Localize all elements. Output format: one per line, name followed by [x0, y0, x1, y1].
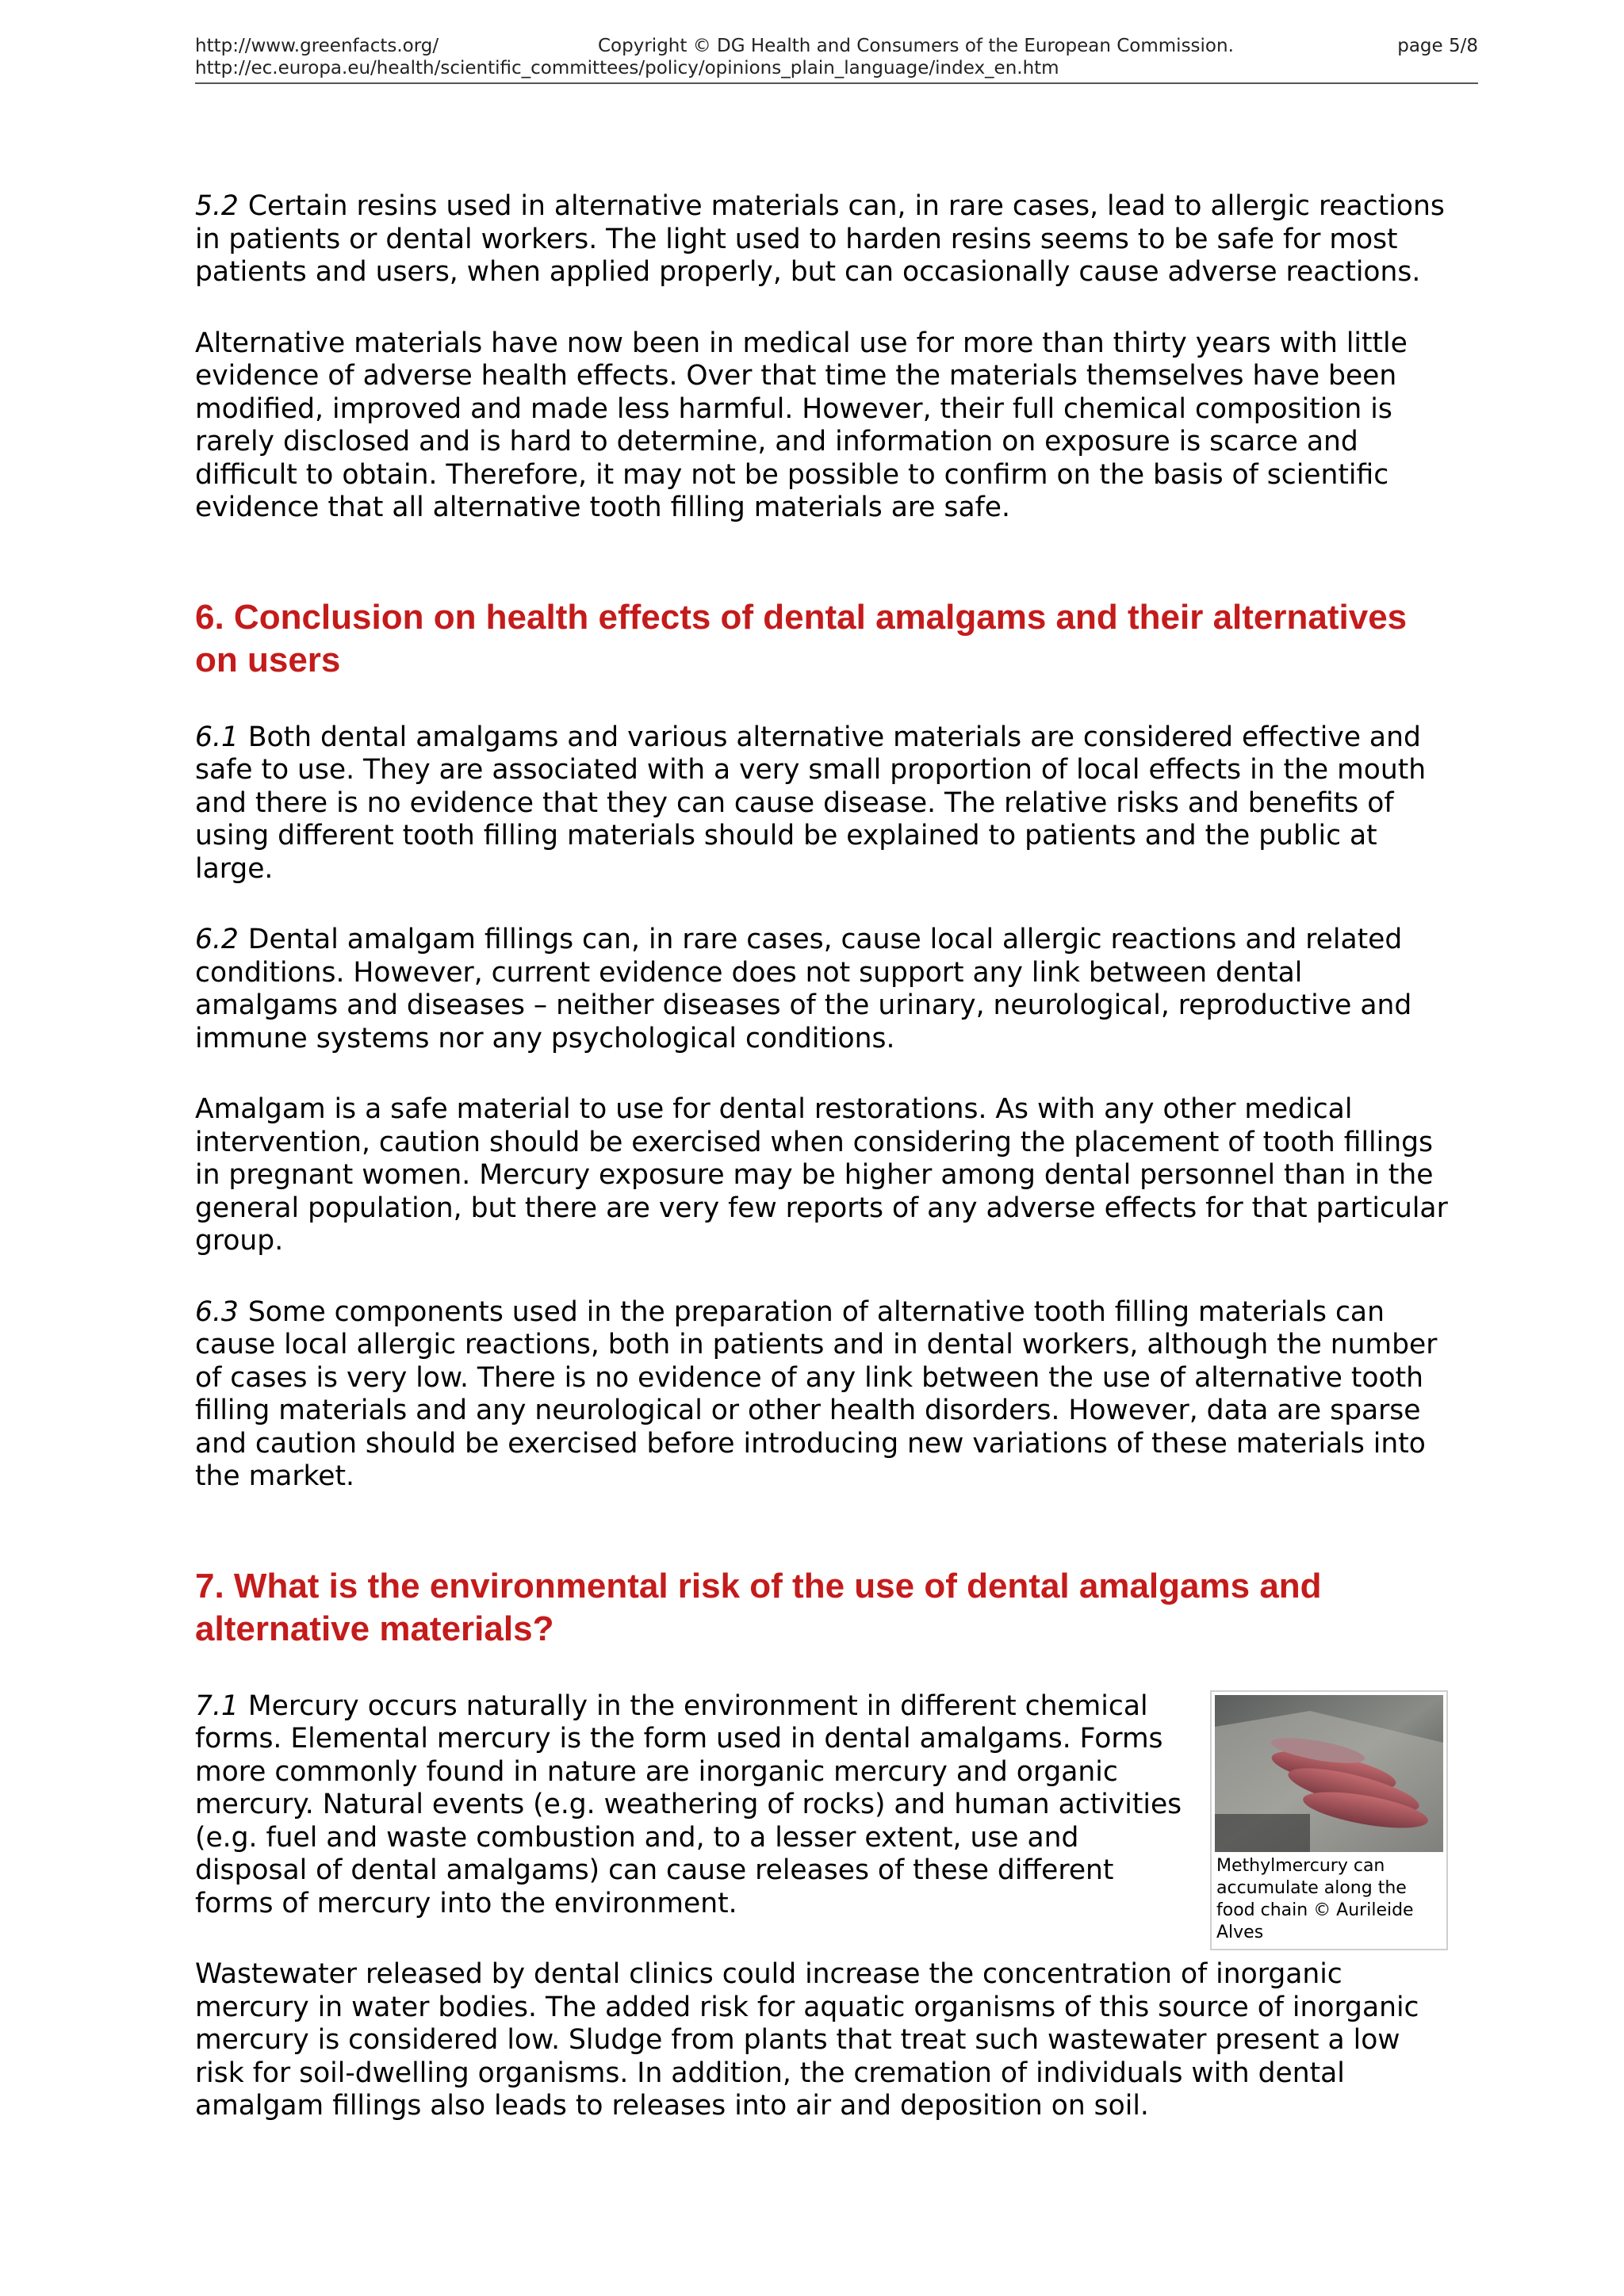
paragraph-6-3: [195, 1296, 1448, 1494]
paragraph-6-1: [195, 721, 1448, 886]
paragraph-text: Mercury occurs naturally in the environment in different chemical forms. Elemental mercury is the form used in dental amalgams. Forms more commonly found in nature are inorganic mercury and organic mercury. Natural events (e.g. weathering of rocks) and human activities (e.g. fuel and waste combustion and, to a lesser extent, use and disposal of dental amalgams) can cause releases of these different forms of mercury into the environment.: [195, 1689, 1182, 1919]
paragraph-text: Dental amalgam fillings can, in rare cases, cause local allergic reactions and related conditions. However, current evidence does not support any link between dental amalgams and diseases – neither diseases of the urinary, neurological, reproductive and immune systems nor any psychological conditions.: [195, 924, 1412, 1054]
heading-section-7: 7. What is the environmental risk of the use of dental amalgams and alternative materials?: [195, 1566, 1322, 1648]
header-copyright: Copyright © DG Health and Consumers of the European Commission.: [598, 36, 1234, 56]
section-number: 6.2: [195, 924, 239, 955]
paragraph-7-1-continued: Wastewater released by dental clinics could increase the concentration of inorganic mercury in water bodies. The added risk for aquatic organisms of this source of inorganic mercury is considered low. Sludge from plants that treat such wastewater present a low risk for soil-dwelling organisms. In addition, the cremation of individuals with dental amalgam fillings also leads to releases into air and deposition on soil.: [195, 1958, 1419, 2122]
section-number: 6.1: [195, 721, 239, 753]
header-page-number: page 5/8: [1397, 36, 1478, 56]
header-ec-url[interactable]: http://ec.europa.eu/health/scientific_committees/policy/opinions_plain_language/index_en.htm: [195, 58, 1059, 78]
figure-caption: Methylmercury can accumulate along the food chain © Aurileide Alves: [1216, 1855, 1414, 1942]
paragraph-text: Both dental amalgams and various alternative materials are considered effective and safe to use. They are associated with a very small proportion of local effects in the mouth and there is no evidence that they can cause disease. The relative risks and benefits of using different tooth filling materials should be explained to patients and the public at large.: [195, 721, 1427, 885]
section-number: 5.2: [195, 190, 239, 222]
paragraph-5-2: [195, 190, 1448, 289]
page-header: [195, 35, 1478, 84]
section-7-1-block: [195, 1689, 1448, 1942]
paragraph-6-2-continued: Amalgam is a safe material to use for dental restorations. As with any other medical intervention, caution should be exercised when considering the placement of tooth fillings in pregnant women. Mercury exposure may be higher among dental personnel than in the general population, but there are very few reports of any adverse effects for that particular group.: [195, 1093, 1448, 1257]
paragraph-5-2-continued: Alternative materials have now been in medical use for more than thirty years with little evidence of adverse health effects. Over that time the materials themselves have been modified, improved and made less harmful. However, their full chemical composition is rarely disclosed and is hard to determine, and information on exposure is scarce and difficult to obtain. Therefore, it may not be possible to confirm on the basis of scientific evidence that all alternative tooth filling materials are safe.: [195, 327, 1408, 523]
paragraph-text: Some components used in the preparation of alternative tooth filling materials can cause local allergic reactions, both in patients and in dental workers, although the number of cases is very low. There is no evidence of any link between the use of alternative tooth filling materials and any neurological or other health disorders. However, data are sparse and caution should be exercised before introducing new variations of these materials into the market.: [195, 1295, 1438, 1492]
paragraph-text: Certain resins used in alternative materials can, in rare cases, lead to allergic reactions in patients or dental workers. The light used to harden resins seems to be safe for most patients and users, when applied properly, but can occasionally cause adverse reactions.: [195, 190, 1445, 288]
heading-section-6: 6. Conclusion on health effects of dental amalgams and their alternatives on users: [195, 597, 1408, 679]
paragraph-6-2: [195, 924, 1448, 1055]
header-site-url[interactable]: http://www.greenfacts.org/: [195, 36, 439, 56]
figure-fish: [1210, 1690, 1448, 1950]
page-content: [195, 190, 1448, 2161]
section-number: 6.3: [195, 1295, 239, 1328]
fish-market-photo: [1215, 1695, 1443, 1852]
section-number: 7.1: [195, 1689, 239, 1722]
